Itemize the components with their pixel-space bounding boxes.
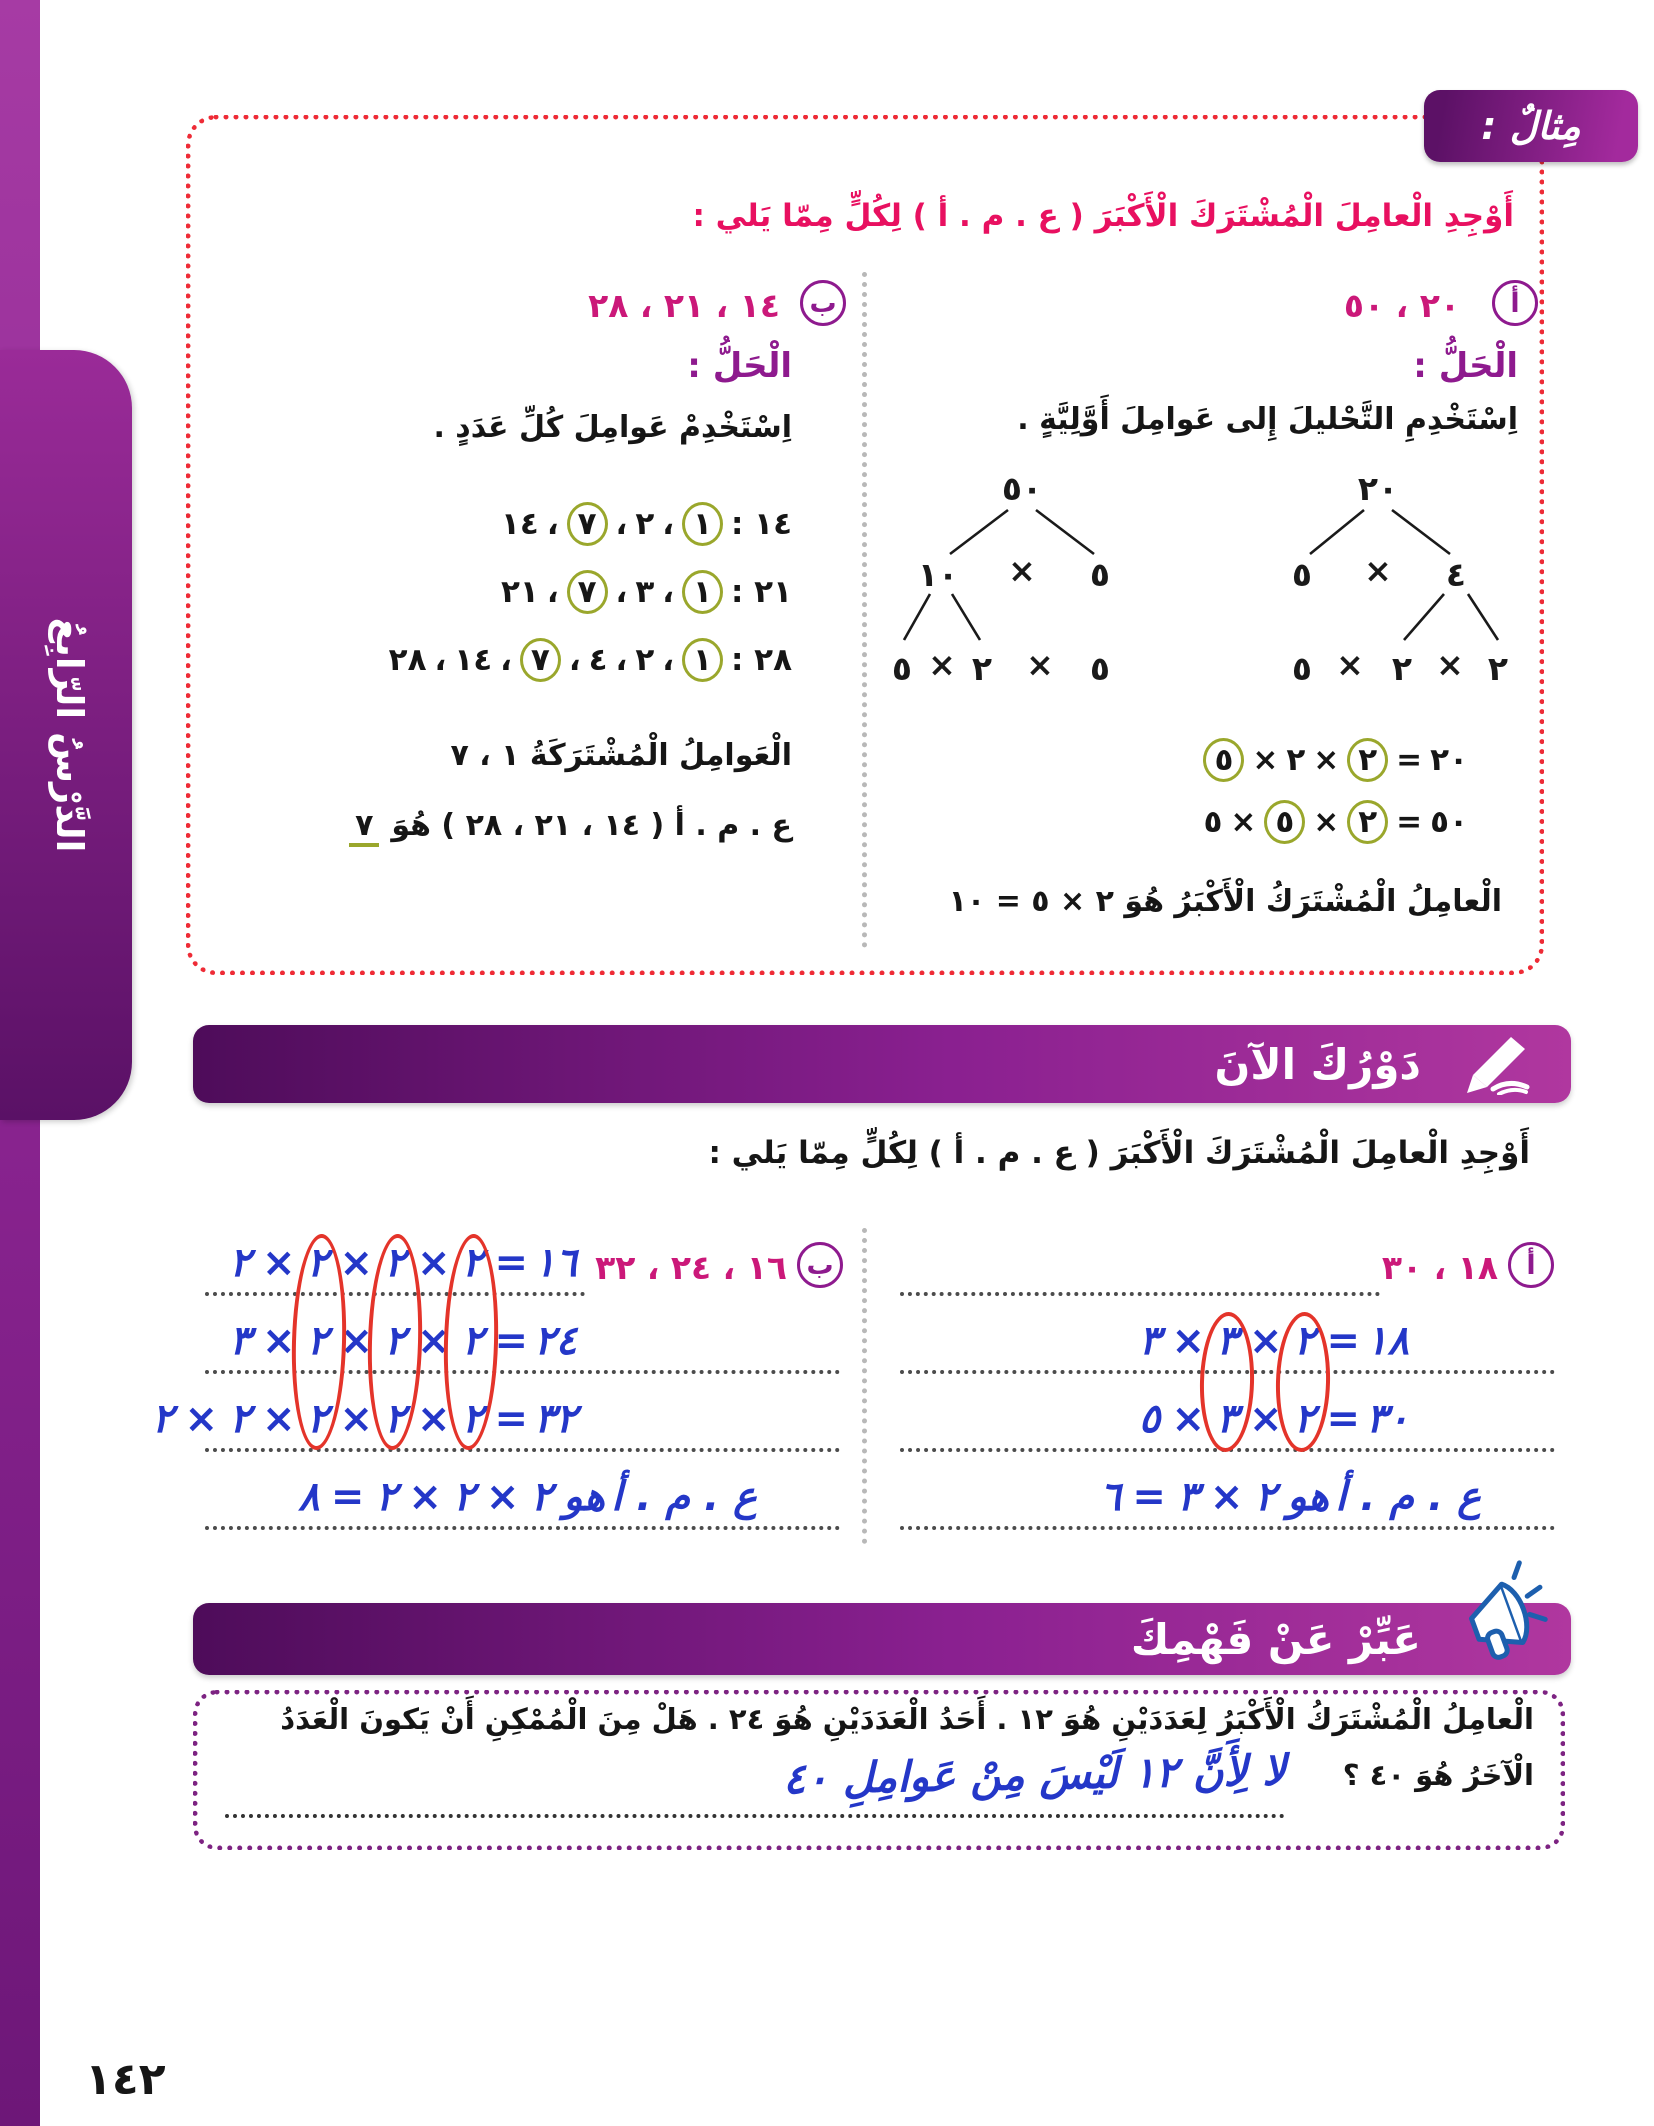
token: هو — [1287, 1474, 1330, 1520]
token: ٢ — [384, 1318, 406, 1364]
megaphone-icon — [1453, 1557, 1557, 1669]
token: ١٨ — [1366, 1318, 1409, 1364]
token: ، — [546, 506, 559, 542]
example-part-a-numbers: ٢٠ ، ٥٠ — [1343, 286, 1460, 325]
svg-text:٢: ٢ — [1391, 649, 1413, 688]
example-column-divider — [862, 272, 867, 948]
token: = — [494, 1240, 529, 1286]
token: = — [1132, 1474, 1166, 1520]
token: × — [1313, 804, 1340, 840]
writing-hand-icon — [1453, 1033, 1545, 1095]
token: ، — [662, 642, 675, 678]
token: ٥٠ — [1430, 804, 1468, 840]
handwritten-18 — [1130, 1318, 1412, 1364]
token: ٨ — [298, 1474, 320, 1520]
token: ١ — [682, 570, 723, 614]
token: = — [1396, 804, 1423, 840]
svg-text:×: × — [1436, 645, 1464, 684]
your-turn-b-letter — [797, 1242, 843, 1288]
token: × — [339, 1240, 373, 1286]
common-factors: الْعَوامِلُ الْمُشْتَرَكَةُ ١ ، ٧ — [450, 738, 792, 773]
example-badge — [1424, 90, 1638, 162]
token: ٢١ — [501, 574, 539, 610]
svg-text:٥: ٥ — [1089, 649, 1111, 688]
answer-line[interactable] — [205, 1448, 840, 1452]
token: ٢ — [384, 1240, 406, 1286]
your-turn-title: دَوْرُكَ الآنَ — [1214, 1039, 1421, 1089]
token: ، — [662, 506, 675, 542]
token: × — [1171, 1318, 1205, 1364]
factorization-20 — [1203, 738, 1468, 782]
solution-label-a: الْحَلُّ : — [1413, 346, 1518, 386]
token: × — [1230, 804, 1257, 840]
token: × — [408, 1474, 442, 1520]
token: ٢ — [1347, 800, 1388, 844]
token: × — [1209, 1474, 1244, 1520]
token: ١٦ — [534, 1240, 577, 1286]
svg-text:٢: ٢ — [1487, 649, 1509, 688]
svg-text:٢: ٢ — [971, 649, 993, 688]
token: = — [330, 1474, 365, 1520]
token: ٣ — [1216, 1396, 1238, 1442]
token: × — [339, 1396, 373, 1442]
example-badge-label: مِثالٌ : — [1481, 104, 1581, 148]
token: ٢ — [461, 1318, 484, 1364]
token: ٢ — [530, 1474, 553, 1520]
token: ٢١ : — [730, 574, 792, 610]
svg-text:٥: ٥ — [891, 649, 913, 688]
svg-text:٤: ٤ — [1445, 555, 1467, 594]
token: ٢ — [461, 1396, 484, 1442]
token: ٢ — [151, 1396, 174, 1442]
token: ١٤ — [501, 506, 539, 542]
token: ٥ — [1203, 738, 1244, 782]
svg-text:١٠: ١٠ — [917, 555, 959, 594]
handwritten-30 — [1130, 1396, 1412, 1442]
token: = — [1396, 742, 1423, 778]
token: ٢ — [1293, 1318, 1316, 1364]
handwritten-express-answer: لا لِأَنَّ ١٢ لَيْسَ مِنْ عَوامِلِ ٤٠ — [782, 1745, 1287, 1804]
token: ٢٨ : — [730, 642, 792, 678]
svg-text:٥: ٥ — [1089, 555, 1111, 594]
svg-text:×: × — [1364, 551, 1392, 590]
svg-text:٢٠: ٢٠ — [1357, 469, 1399, 508]
answer-line[interactable] — [225, 1814, 1285, 1818]
token: ٣٠ — [1366, 1396, 1409, 1442]
example-prompt: أَوْجِدِ الْعامِلَ الْمُشْتَرَكَ الْأَكْبَرَ ( ع . م . أ ) لِكُلٍّ مِمّا يَلي : — [692, 198, 1514, 234]
token: ٥ — [1264, 800, 1305, 844]
token: ٢ — [1254, 1474, 1277, 1520]
express-question-line1: الْعامِلُ الْمُشْتَرَكُ الْأَكْبَرُ لِعَدَدَيْنِ هُوَ ١٢ . أَحَدُ الْعَدَدَيْنِ هُوَ ٢٤ . هَلْ مِنَ الْمُمْكِنِ أَنْ يَكونَ الْعَدَدُ — [280, 1702, 1534, 1736]
factor-list-28 — [389, 638, 792, 682]
part-letter: أ — [1526, 1249, 1536, 1281]
token: ٥ — [1203, 804, 1223, 840]
factorization-50 — [1203, 800, 1468, 844]
token: ٣ — [1177, 1474, 1199, 1520]
express-title: عَبِّرْ عَنْ فَهْمِكَ — [1130, 1614, 1421, 1664]
token: ٢ — [1286, 742, 1306, 778]
answer-b — [349, 808, 792, 847]
your-turn-column-divider — [862, 1228, 867, 1544]
svg-text:×: × — [928, 645, 956, 684]
token: × — [1171, 1396, 1205, 1442]
your-turn-prompt: أَوْجِدِ الْعامِلَ الْمُشْتَرَكَ الْأَكْبَرَ ( ع . م . أ ) لِكُلٍّ مِمّا يَلي : — [708, 1135, 1530, 1171]
token: ٢ — [1293, 1396, 1316, 1442]
token: ٣٢ — [534, 1396, 577, 1442]
svg-text:×: × — [1026, 645, 1054, 684]
token: × — [417, 1240, 451, 1286]
answer-a: الْعامِلُ الْمُشْتَرَكُ الْأَكْبَرُ هُوَ ٢ × ٥ = ١٠ — [948, 884, 1502, 919]
svg-text:×: × — [1336, 645, 1364, 684]
token: × — [339, 1318, 373, 1364]
token: × — [417, 1396, 451, 1442]
token: ٧ — [567, 502, 608, 546]
factor-tree-20 — [1228, 466, 1528, 711]
token: ٤ — [588, 642, 608, 678]
token: ٢ — [229, 1240, 251, 1286]
solution-label-b: الْحَلُّ : — [687, 346, 792, 386]
token: × — [417, 1318, 451, 1364]
handwritten-gcf-a — [1091, 1474, 1484, 1520]
token: ١ — [682, 502, 723, 546]
your-turn-a-letter — [1508, 1242, 1554, 1288]
handwritten-gcf-b — [290, 1474, 760, 1520]
token: × — [1249, 1396, 1283, 1442]
example-part-b-numbers: ١٤ ، ٢١ ، ٢٨ — [588, 286, 780, 325]
token: ٢ — [453, 1474, 475, 1520]
answer-line[interactable] — [900, 1526, 1555, 1530]
token: هو — [563, 1474, 606, 1520]
svg-text:٥٠: ٥٠ — [1001, 469, 1043, 508]
token: ٢٤ — [534, 1318, 577, 1364]
express-question-line2: الْآخَرُ هُوَ ٤٠ ؟ — [1342, 1758, 1534, 1792]
factor-list-14 — [501, 502, 792, 546]
your-turn-a-numbers: ١٨ ، ٣٠ — [1381, 1248, 1498, 1287]
token: × — [261, 1396, 296, 1442]
token: × — [184, 1396, 218, 1442]
token: ، — [434, 642, 447, 678]
svg-text:×: × — [1008, 551, 1036, 590]
token: ١٤ : — [730, 506, 792, 542]
token: ، — [615, 642, 628, 678]
token: ٢ — [461, 1240, 484, 1286]
answer-b-value: ٧ — [349, 808, 379, 847]
your-turn-b-numbers: ١٦ ، ٢٤ ، ٣٢ — [595, 1248, 787, 1287]
token: ، — [500, 642, 512, 678]
hint-b: اِسْتَخْدِمْ عَوامِلَ كُلِّ عَدَدٍ . — [433, 410, 792, 445]
token: × — [485, 1474, 520, 1520]
your-turn-banner — [193, 1025, 1571, 1103]
token: ٢ — [229, 1396, 251, 1442]
token: ٢ — [306, 1318, 329, 1364]
example-part-b-letter — [800, 280, 846, 326]
token: ٧ — [567, 570, 608, 614]
token: × — [1252, 742, 1279, 778]
token: ٢ — [635, 642, 655, 678]
token: = — [494, 1318, 529, 1364]
express-banner — [193, 1603, 1571, 1675]
token: × — [1313, 742, 1340, 778]
token: × — [261, 1318, 296, 1364]
handwritten-32 — [143, 1396, 580, 1442]
answer-line[interactable] — [900, 1292, 1380, 1296]
svg-text:٥: ٥ — [1291, 649, 1313, 688]
token: ، — [662, 574, 675, 610]
token: ٣ — [1138, 1318, 1161, 1364]
answer-line[interactable] — [205, 1526, 840, 1530]
token: ٧ — [520, 638, 561, 682]
hint-a: اِسْتَخْدِمِ التَّحْليلَ إِلى عَوامِلَ أَوَّلِيَّةٍ . — [1017, 402, 1518, 437]
example-part-a-letter — [1492, 280, 1538, 326]
token: ، — [546, 574, 559, 610]
token: ٣ — [229, 1318, 251, 1364]
token: ، — [615, 506, 628, 542]
token: ٢ — [375, 1474, 398, 1520]
token: ٢ — [306, 1396, 329, 1442]
token: = — [1326, 1396, 1361, 1442]
token: ع . م . أ — [611, 1474, 757, 1520]
token: = — [1326, 1318, 1361, 1364]
token: × — [1249, 1318, 1283, 1364]
lesson-label: الدَّرْسُ الرّابِعُ — [48, 617, 91, 853]
token: ، — [615, 574, 628, 610]
token: ٣ — [1216, 1318, 1238, 1364]
factor-list-21 — [501, 570, 792, 614]
token: × — [261, 1240, 296, 1286]
token: = — [494, 1396, 529, 1442]
token: ع . م . أ — [1335, 1474, 1481, 1520]
svg-text:٥: ٥ — [1291, 555, 1313, 594]
token: ٥ — [1138, 1396, 1161, 1442]
token: ٢ — [384, 1396, 406, 1442]
token: ، — [568, 642, 581, 678]
token: ١٤ — [454, 642, 493, 678]
token: ٣ — [635, 574, 655, 610]
token: ٢ — [635, 506, 655, 542]
answer-b-prefix: ع . م . أ ( ١٤ ، ٢١ ، ٢٨ ) هُوَ — [391, 808, 792, 843]
token: ١ — [682, 638, 723, 682]
token: ٢٨ — [388, 642, 427, 678]
token: ٢٠ — [1430, 742, 1468, 778]
part-letter: أ — [1510, 287, 1520, 319]
factor-tree-50 — [872, 466, 1172, 711]
lesson-tab — [0, 350, 132, 1120]
token: ٦ — [1099, 1474, 1122, 1520]
part-letter: ب — [806, 1249, 834, 1281]
part-letter: ب — [809, 287, 837, 319]
token: ٢ — [1347, 738, 1388, 782]
page-number: ١٤٢ — [85, 2054, 166, 2105]
token: ٢ — [306, 1240, 329, 1286]
